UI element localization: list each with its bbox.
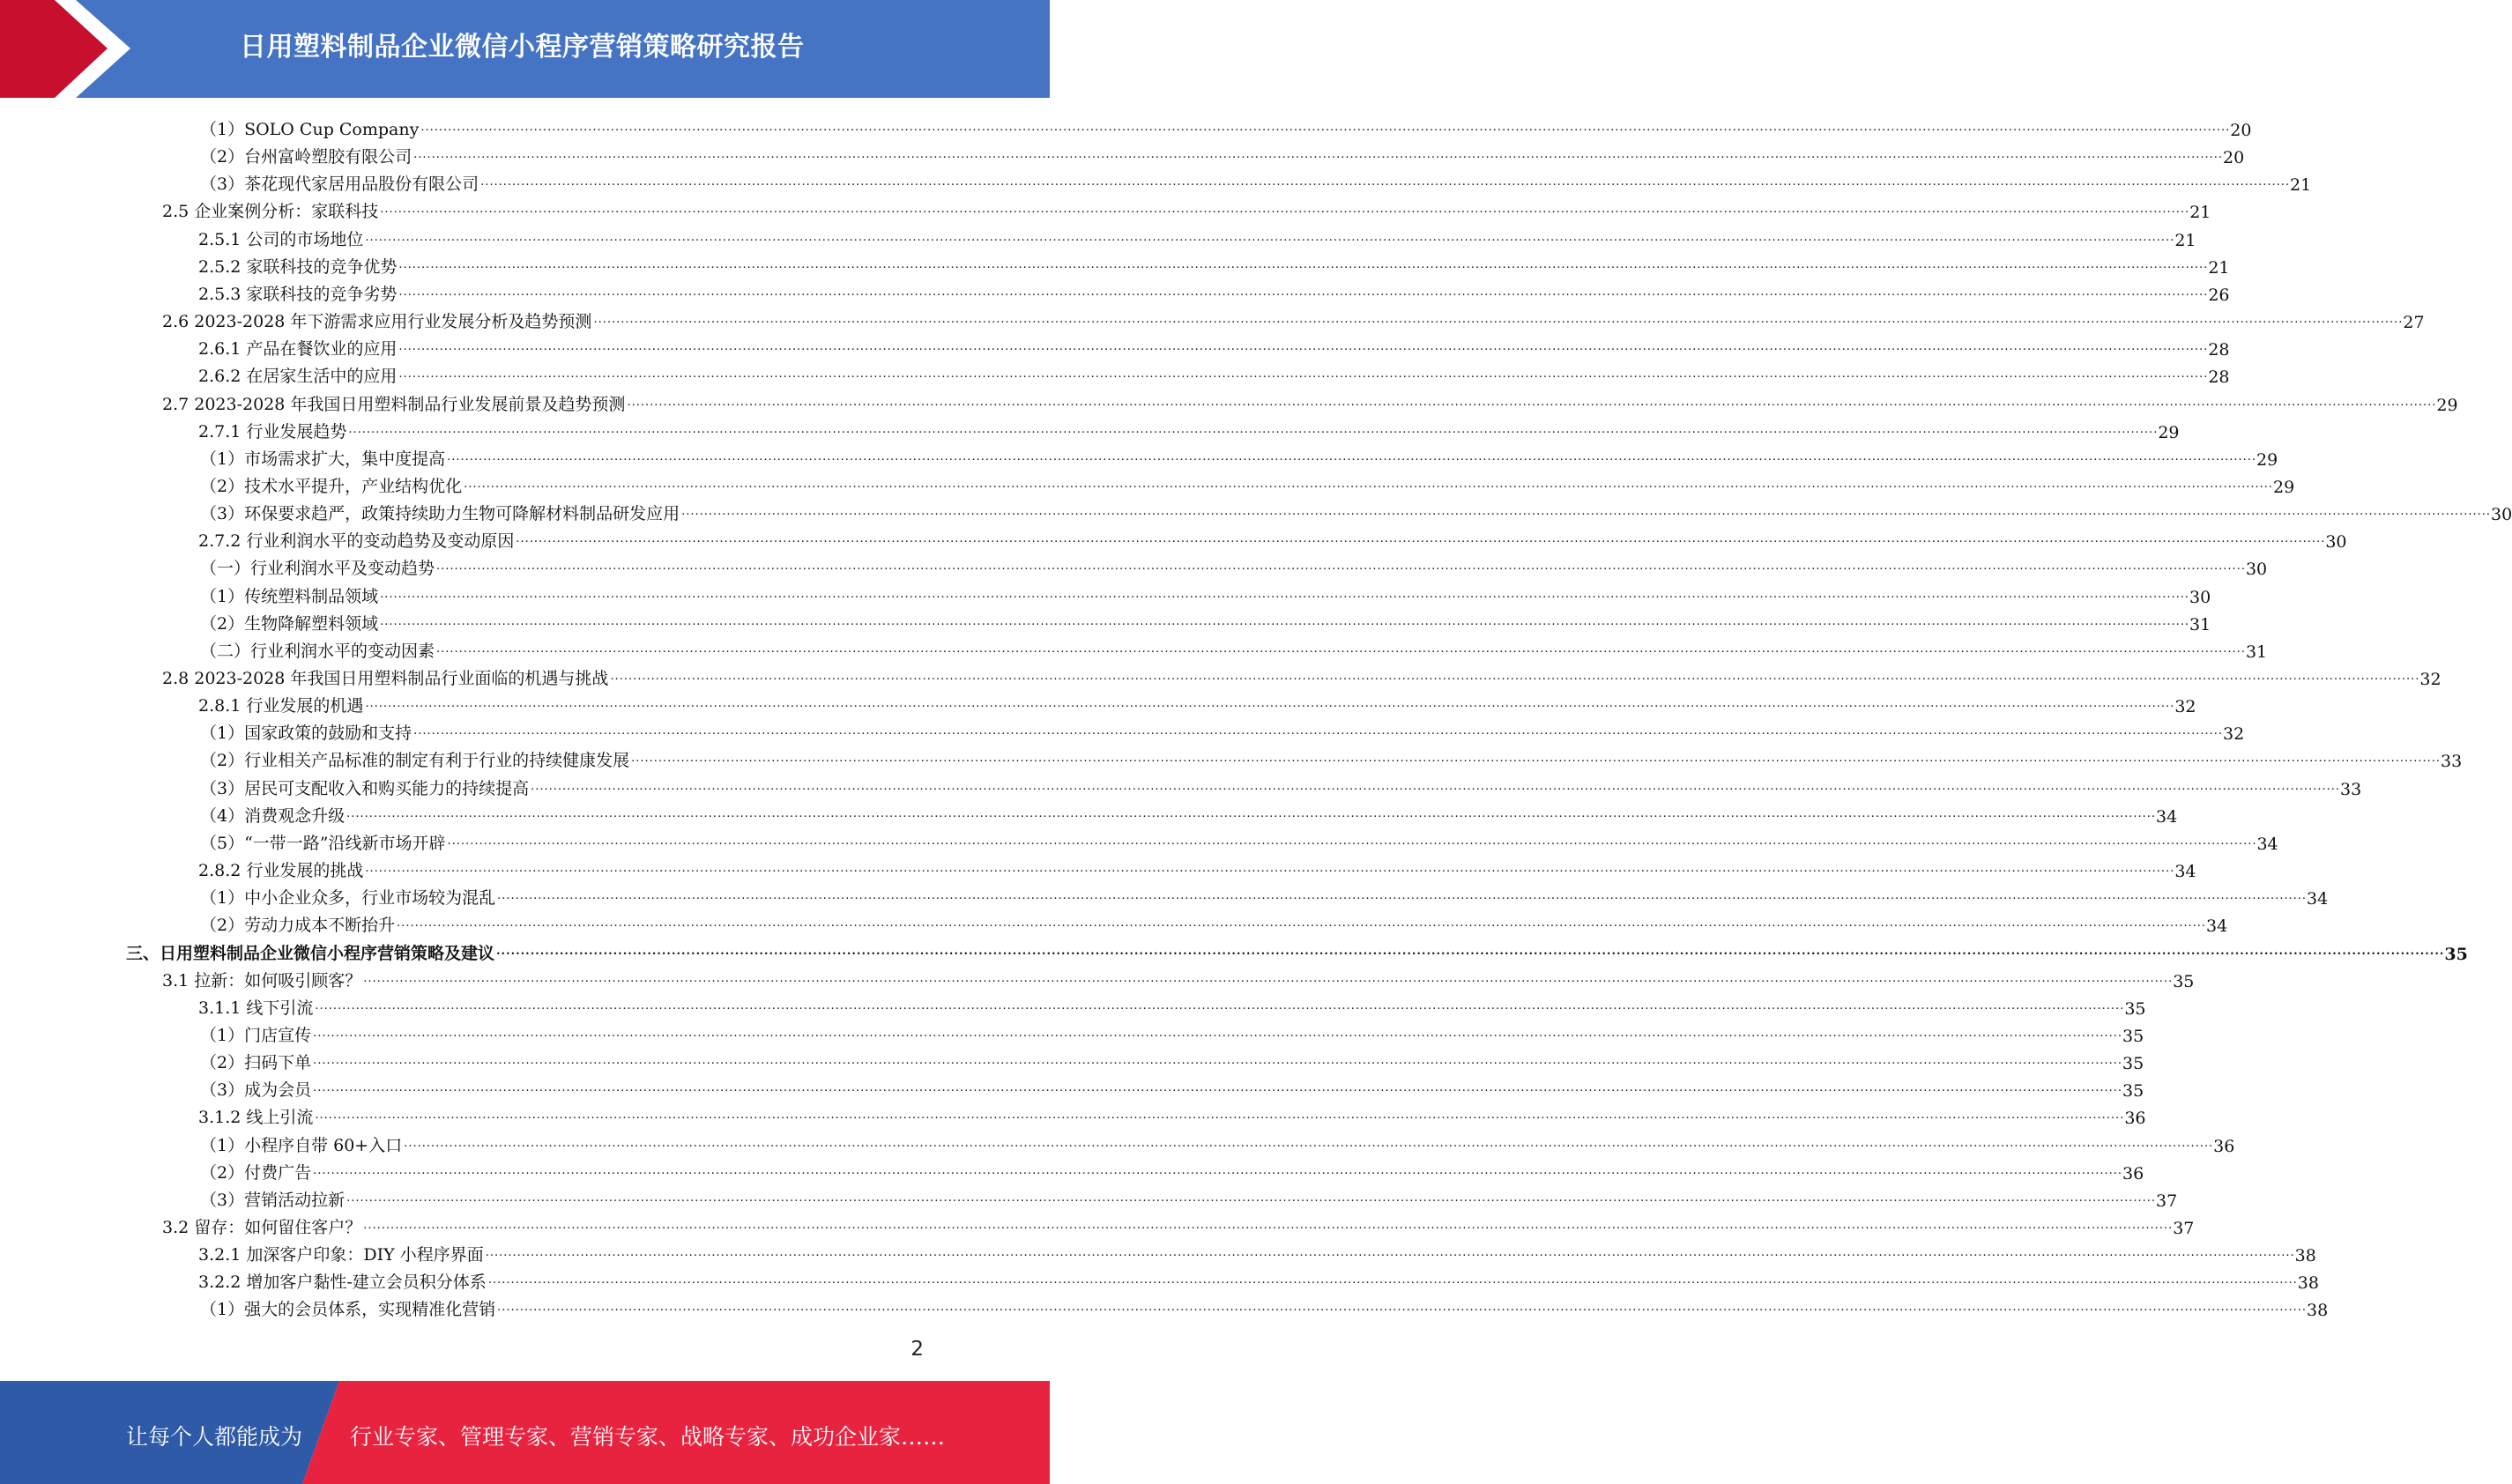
toc-entry[interactable] [200, 799, 2178, 827]
toc-entry-page: 21 [2290, 175, 2312, 196]
toc-entry-page: 33 [2340, 779, 2362, 799]
toc-entry[interactable] [200, 716, 2245, 745]
toc-entry-title: （2）台州富岭塑胶有限公司 [200, 147, 412, 167]
toc-entry[interactable] [200, 580, 2211, 607]
toc-entry-page: 21 [2208, 257, 2230, 278]
toc-entry-title: 2.5 企业案例分析：家联科技 [162, 202, 379, 222]
header-title: 日用塑料制品企业微信小程序营销策略研究报告 [240, 32, 805, 63]
toc-entry[interactable] [198, 250, 2230, 278]
toc-dot-leader: ................................................................................................................................................................................................................................................................................................................................................................................................................ [315, 1109, 2125, 1123]
toc-entry[interactable] [198, 1238, 2316, 1266]
toc-entry-title: （二）行业利润水平的变动因素 [200, 641, 435, 661]
toc-entry-page: 28 [2208, 340, 2230, 360]
toc-dot-leader: ................................................................................................................................................................................................................................................................................................................................................................................................................ [404, 1136, 2214, 1150]
toc-dot-leader: ................................................................................................................................................................................................................................................................................................................................................................................................................ [464, 477, 2274, 491]
toc-entry[interactable] [200, 113, 2252, 140]
toc-entry-page: 38 [2307, 1301, 2329, 1321]
toc-entry[interactable] [200, 634, 2268, 662]
toc-entry-title: 2.7.1 行业发展趋势 [198, 421, 347, 441]
toc-entry[interactable] [162, 1211, 2195, 1238]
toc-entry-title: （4）消费观念升级 [200, 805, 346, 826]
toc-entry-title: （3）营销活动拉新 [200, 1190, 346, 1210]
toc-entry[interactable] [198, 360, 2230, 388]
toc-entry-page: 34 [2206, 916, 2228, 937]
toc-entry-page: 29 [2273, 477, 2295, 497]
toc-dot-leader: ................................................................................................................................................................................................................................................................................................................................................................................................................ [610, 670, 2420, 683]
footer-slogan-right: 行业专家、管理专家、营销专家、战略专家、成功企业家…… [350, 1424, 946, 1450]
toc-entry-page: 32 [2174, 697, 2196, 717]
toc-entry[interactable] [198, 1265, 2319, 1294]
toc-entry-title: 2.6.1 产品在餐饮业的应用 [198, 339, 398, 360]
toc-entry-title: （1）国家政策的鼓励和支持 [200, 723, 412, 744]
toc-entry[interactable] [200, 470, 2295, 497]
toc-entry-title: （1）门店宣传 [200, 1025, 312, 1045]
toc-entry[interactable] [162, 388, 2458, 415]
toc-dot-leader: ................................................................................................................................................................................................................................................................................................................................................................................................................ [485, 1246, 2295, 1260]
toc-entry-title: （2）生物降解塑料领域 [200, 613, 379, 634]
toc-dot-leader: ................................................................................................................................................................................................................................................................................................................................................................................................................ [497, 889, 2308, 903]
toc-entry-page: 35 [2122, 1026, 2144, 1046]
toc-entry-title: （3）成为会员 [200, 1080, 312, 1101]
toc-entry-title: （2）付费广告 [200, 1162, 312, 1183]
toc-entry-page: 33 [2441, 752, 2463, 772]
toc-dot-leader: ................................................................................................................................................................................................................................................................................................................................................................................................................ [398, 340, 2209, 354]
toc-entry-page: 20 [2230, 121, 2252, 140]
toc-entry[interactable] [200, 497, 2512, 525]
toc-entry-title: （1）中小企业众多，行业市场较为混乱 [200, 888, 496, 909]
toc-entry-page: 34 [2156, 806, 2178, 827]
toc-entry[interactable] [200, 909, 2228, 937]
toc-entry[interactable] [200, 1046, 2144, 1074]
toc-entry-page: 38 [2297, 1273, 2319, 1294]
toc-entry-title: 3.2 留存：如何留住客户？ [162, 1218, 362, 1237]
toc-entry[interactable] [198, 332, 2230, 360]
toc-entry-title: （3）环保要求趋严，政策持续助力生物可降解材料制品研发应用 [200, 504, 680, 524]
toc-entry-page: 35 [2173, 971, 2195, 991]
toc-entry-page: 30 [2245, 560, 2268, 580]
toc-entry[interactable] [200, 744, 2463, 772]
toc-dot-leader: ................................................................................................................................................................................................................................................................................................................................................................................................................ [365, 862, 2175, 876]
toc-entry[interactable] [198, 278, 2230, 305]
toc-dot-leader: ................................................................................................................................................................................................................................................................................................................................................................................................................ [447, 449, 2257, 464]
toc-dot-leader: ................................................................................................................................................................................................................................................................................................................................................................................................................ [487, 1273, 2298, 1287]
toc-entry[interactable] [126, 937, 2468, 964]
toc-dot-leader: ................................................................................................................................................................................................................................................................................................................................................................................................................ [380, 587, 2190, 601]
toc-entry[interactable] [162, 305, 2425, 333]
page-number: 2 [910, 1338, 924, 1361]
toc-dot-leader: ................................................................................................................................................................................................................................................................................................................................................................................................................ [313, 1054, 2123, 1068]
toc-entry[interactable] [200, 167, 2312, 196]
toc-dot-leader: ................................................................................................................................................................................................................................................................................................................................................................................................................ [631, 752, 2441, 766]
toc-entry-page: 36 [2124, 1109, 2146, 1129]
toc-dot-leader: ................................................................................................................................................................................................................................................................................................................................................................................................................ [313, 1163, 2123, 1177]
toc-dot-leader: ................................................................................................................................................................................................................................................................................................................................................................................................................ [480, 175, 2291, 189]
toc-dot-leader: ................................................................................................................................................................................................................................................................................................................................................................................................................ [627, 395, 2437, 409]
toc-entry-page: 29 [2436, 395, 2458, 415]
toc-dot-leader: ................................................................................................................................................................................................................................................................................................................................................................................................................ [365, 230, 2175, 244]
toc-dot-leader: ................................................................................................................................................................................................................................................................................................................................................................................................................ [497, 1301, 2308, 1315]
toc-entry-title: （1）传统塑料制品领域 [200, 586, 379, 606]
toc-entry[interactable] [200, 881, 2329, 909]
toc-entry-page: 37 [2156, 1191, 2178, 1211]
toc-entry-page: 35 [2122, 1054, 2144, 1074]
toc-entry[interactable] [162, 964, 2195, 991]
toc-entry-title: （5）“一带一路”沿线新市场开辟 [200, 833, 446, 853]
toc-entry[interactable] [200, 772, 2362, 799]
toc-entry-page: 35 [2124, 998, 2146, 1019]
toc-dot-leader: ................................................................................................................................................................................................................................................................................................................................................................................................................ [398, 257, 2209, 271]
toc-entry-title: （2）扫码下单 [200, 1053, 312, 1073]
toc-dot-leader: ................................................................................................................................................................................................................................................................................................................................................................................................................ [436, 560, 2246, 574]
toc-entry-page: 35 [2122, 1081, 2144, 1102]
toc-dot-leader: ................................................................................................................................................................................................................................................................................................................................................................................................................ [380, 614, 2190, 628]
toc-dot-leader: ................................................................................................................................................................................................................................................................................................................................................................................................................ [496, 944, 2445, 958]
toc-entry[interactable] [200, 827, 2278, 854]
toc-entry-page: 29 [2158, 422, 2180, 442]
footer-slogan-left: 让每个人都能成为 [126, 1424, 303, 1450]
toc-entry-title: 2.6.2 在居家生活中的应用 [198, 367, 398, 387]
toc-dot-leader: ................................................................................................................................................................................................................................................................................................................................................................................................................ [413, 148, 2224, 162]
toc-entry[interactable] [200, 1019, 2144, 1046]
toc-entry-page: 32 [2419, 670, 2441, 689]
toc-entry-title: 2.5.3 家联科技的竞争劣势 [198, 284, 398, 304]
toc-entry-title: 3.1.1 线下引流 [198, 998, 314, 1018]
toc-entry-title: （3）居民可支配收入和购买能力的持续提高 [200, 778, 530, 798]
toc-entry[interactable] [198, 854, 2196, 882]
toc-entry-page: 34 [2174, 862, 2196, 882]
toc-dot-leader: ................................................................................................................................................................................................................................................................................................................................................................................................................ [363, 971, 2174, 985]
toc-dot-leader: ................................................................................................................................................................................................................................................................................................................................................................................................................ [447, 834, 2257, 848]
toc-dot-leader: ................................................................................................................................................................................................................................................................................................................................................................................................................ [398, 367, 2209, 382]
toc-entry-page: 29 [2256, 449, 2278, 470]
toc-dot-leader: ................................................................................................................................................................................................................................................................................................................................................................................................................ [436, 642, 2246, 656]
toc-entry-title: （1）SOLO Cup Company [200, 120, 420, 139]
toc-entry-title: 3.1.2 线上引流 [198, 1108, 314, 1128]
toc-entry[interactable] [198, 689, 2196, 717]
toc-entry-page: 38 [2294, 1246, 2316, 1266]
toc-entry-page: 35 [2444, 944, 2468, 964]
toc-entry[interactable] [198, 1101, 2146, 1129]
toc-entry-title: 2.7.2 行业利润水平的变动趋势及变动原因 [198, 531, 515, 552]
toc-entry-page: 21 [2189, 203, 2211, 223]
toc-entry-title: （2）技术水平提升，产业结构优化 [200, 476, 463, 496]
toc-entry[interactable] [198, 223, 2196, 250]
toc-entry-page: 31 [2189, 614, 2211, 634]
toc-entry[interactable] [200, 1156, 2144, 1183]
toc-entry-title: 3.2.1 加深客户印象：DIY 小程序界面 [198, 1245, 484, 1265]
toc-entry-page: 27 [2403, 313, 2425, 333]
toc-entry-page: 30 [2325, 532, 2347, 553]
toc-entry-page: 36 [2122, 1163, 2144, 1183]
toc-dot-leader: ................................................................................................................................................................................................................................................................................................................................................................................................................ [363, 1219, 2174, 1232]
toc-dot-leader: ................................................................................................................................................................................................................................................................................................................................................................................................................ [413, 724, 2224, 738]
toc-dot-leader: ................................................................................................................................................................................................................................................................................................................................................................................................................ [348, 422, 2159, 436]
toc-dot-leader: ................................................................................................................................................................................................................................................................................................................................................................................................................ [420, 121, 2231, 134]
toc-entry[interactable] [200, 1073, 2144, 1102]
toc-entry-title: （2）劳动力成本不断抬升 [200, 916, 396, 936]
toc-entry[interactable] [200, 140, 2245, 168]
toc-entry[interactable] [162, 195, 2211, 223]
toc-dot-leader: ................................................................................................................................................................................................................................................................................................................................................................................................................ [531, 779, 2341, 793]
toc-entry[interactable] [200, 607, 2211, 634]
toc-entry-title: 2.6 2023-2028 年下游需求应用行业发展分析及趋势预测 [162, 312, 592, 332]
toc-dot-leader: ................................................................................................................................................................................................................................................................................................................................................................................................................ [315, 998, 2125, 1013]
toc-entry-title: 三、日用塑料制品企业微信小程序营销策略及建议 [126, 943, 495, 963]
toc-dot-leader: ................................................................................................................................................................................................................................................................................................................................................................................................................ [346, 806, 2157, 820]
toc-entry-page: 20 [2223, 148, 2245, 168]
toc-entry[interactable] [200, 1293, 2329, 1321]
toc-dot-leader: ................................................................................................................................................................................................................................................................................................................................................................................................................ [593, 313, 2404, 327]
toc-entry[interactable] [162, 662, 2441, 689]
toc-entry-title: （1）强大的会员体系，实现精准化营销 [200, 1300, 496, 1320]
toc-entry[interactable] [198, 991, 2146, 1019]
toc-dot-leader: ................................................................................................................................................................................................................................................................................................................................................................................................................ [681, 505, 2492, 519]
toc-entry[interactable] [200, 442, 2278, 470]
toc-entry-title: 2.8.2 行业发展的挑战 [198, 861, 364, 881]
toc-entry-page: 30 [2189, 587, 2211, 607]
toc-entry-title: 3.1 拉新：如何吸引顾客？ [162, 970, 362, 991]
toc-entry[interactable] [200, 1129, 2235, 1156]
toc-entry-title: （1）小程序自带 60+入口 [200, 1135, 403, 1155]
page-footer [0, 1381, 1050, 1484]
toc-entry-page: 21 [2174, 230, 2196, 250]
toc-entry-title: 2.7 2023-2028 年我国日用塑料制品行业发展前景及趋势预测 [162, 394, 626, 414]
toc-entry-title: 2.8.1 行业发展的机遇 [198, 696, 364, 716]
toc-dot-leader: ................................................................................................................................................................................................................................................................................................................................................................................................................ [397, 916, 2207, 931]
toc-entry-page: 37 [2173, 1219, 2195, 1238]
toc-dot-leader: ................................................................................................................................................................................................................................................................................................................................................................................................................ [398, 285, 2209, 299]
toc-entry-page: 31 [2245, 642, 2268, 662]
toc-dot-leader: ................................................................................................................................................................................................................................................................................................................................................................................................................ [516, 532, 2326, 546]
toc-entry-page: 28 [2208, 367, 2230, 388]
toc-dot-leader: ................................................................................................................................................................................................................................................................................................................................................................................................................ [365, 697, 2175, 711]
toc-entry-title: （3）茶花现代家居用品股份有限公司 [200, 174, 479, 195]
toc-entry-title: （一）行业利润水平及变动趋势 [200, 559, 435, 579]
toc-dot-leader: ................................................................................................................................................................................................................................................................................................................................................................................................................ [313, 1081, 2123, 1095]
toc-entry-page: 34 [2256, 834, 2278, 854]
toc-entry-title: （2）行业相关产品标准的制定有利于行业的持续健康发展 [200, 751, 630, 771]
toc-dot-leader: ................................................................................................................................................................................................................................................................................................................................................................................................................ [346, 1191, 2157, 1205]
toc-entry-title: 3.2.2 增加客户黏性-建立会员积分体系 [198, 1273, 487, 1293]
toc-entry-page: 36 [2213, 1136, 2235, 1156]
toc-entry-title: 2.5.1 公司的市场地位 [198, 229, 364, 249]
toc-entry-page: 34 [2307, 889, 2329, 909]
toc-entry[interactable] [198, 524, 2347, 553]
toc-entry-title: 2.8 2023-2028 年我国日用塑料制品行业面临的机遇与挑战 [162, 669, 609, 688]
toc-entry-title: （1）市场需求扩大，集中度提高 [200, 449, 446, 469]
toc-dot-leader: ................................................................................................................................................................................................................................................................................................................................................................................................................ [313, 1026, 2123, 1040]
toc-entry-page: 26 [2208, 285, 2230, 305]
toc-entry-page: 30 [2491, 505, 2512, 525]
toc-entry[interactable] [198, 415, 2180, 442]
toc-dot-leader: ................................................................................................................................................................................................................................................................................................................................................................................................................ [380, 203, 2190, 217]
toc-entry-title: 2.5.2 家联科技的竞争优势 [198, 256, 398, 277]
page-header [0, 0, 1050, 98]
toc-entry[interactable] [200, 1183, 2178, 1211]
toc-entry-page: 32 [2223, 724, 2245, 745]
toc-entry[interactable] [200, 552, 2268, 580]
